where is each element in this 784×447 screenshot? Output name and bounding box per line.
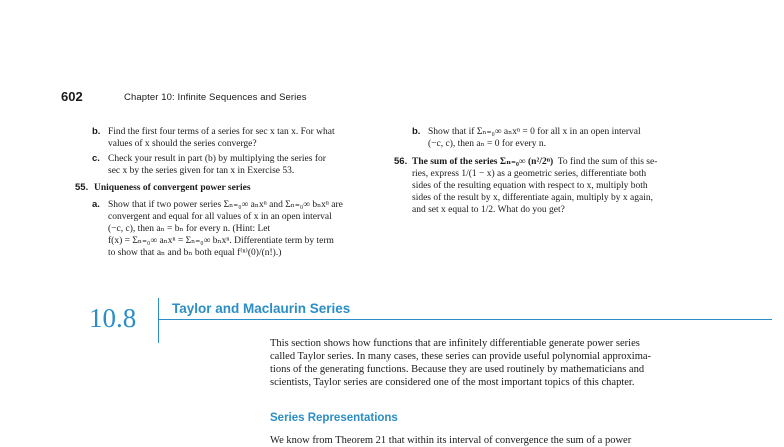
text-line: (−c, c), then aₙ = bₙ for every n. (Hint: Let — [108, 224, 271, 234]
subsection-heading: Series Representations — [270, 412, 398, 424]
section-number: 10.8 — [89, 303, 137, 333]
text-line: convergent and equal for all values of x in an open interval — [108, 212, 332, 222]
text-line: (−c, c), then aₙ = 0 for every n. — [428, 139, 546, 149]
text-line: To find the sum of this se- — [557, 157, 658, 167]
cut-off-text-line: We know from Theorem 21 that within its interval of convergence the sum of a power — [270, 435, 632, 446]
section-horizontal-rule — [158, 319, 772, 320]
text-line: and set x equal to 1/2. What do you get? — [412, 205, 565, 215]
text-line: sides of the result by x, differentiate again, multiply by x again, — [412, 193, 653, 203]
chapter-heading: Chapter 10: Infinite Sequences and Series — [124, 92, 307, 103]
section-intro — [270, 337, 686, 389]
exercise-56-title: The sum of the series Σₙ₌₀∞ (n²/2ⁿ) — [412, 157, 554, 167]
page-number: 602 — [61, 89, 83, 104]
text-line: ries, express 1/(1 − x) as a geometric series, differentiate both — [412, 169, 647, 179]
text-line: values of x should the series converge? — [108, 139, 257, 149]
text-line: scientists, Taylor series are considered one of the most important topics of this chapter. — [270, 377, 635, 388]
exercise-b-text — [428, 126, 695, 150]
exercise-a-label: a. — [92, 199, 100, 210]
text-line: Find the first four terms of a series for sec x tan x. For what — [108, 127, 335, 137]
exercise-c-text — [108, 153, 370, 177]
text-line: sec x by the series given for tan x in Exercise 53. — [108, 166, 295, 176]
exercise-56-text — [412, 156, 684, 216]
exercise-56-first-line — [412, 156, 684, 168]
text-line: Check your result in part (b) by multiplying the series for — [108, 154, 326, 164]
text-line: called Taylor series. In many cases, these series can provide useful polynomial approxima- — [270, 351, 652, 362]
text-line: sides of the resulting equation with respect to x, multiply both — [412, 181, 648, 191]
exercise-56-number: 56. — [394, 156, 408, 167]
section-title: Taylor and Maclaurin Series — [172, 301, 351, 316]
text-line: Show that if Σₙ₌₀∞ aₙxⁿ = 0 for all x in an open interval — [428, 127, 641, 137]
text-line: This section shows how functions that are infinitely differentiable generate power series — [270, 338, 640, 349]
exercise-a-text — [108, 199, 378, 259]
text-line: tions of the generating functions. Because they are used routinely by mathematicians and — [270, 364, 645, 375]
exercise-b-text — [108, 126, 370, 150]
exercise-b-label: b. — [92, 126, 101, 137]
exercise-55-number: 55. — [75, 182, 89, 193]
text-line: Show that if two power series Σₙ₌₀∞ aₙxⁿ and Σₙ₌₀∞ bₙxⁿ are — [108, 200, 343, 210]
section-vertical-rule — [158, 298, 159, 343]
text-line: to show that aₙ and bₙ both equal f⁽ⁿ⁾(0)/(n!).) — [108, 248, 282, 258]
exercise-c-label: c. — [92, 153, 100, 164]
exercise-55-title: Uniqueness of convergent power series — [94, 183, 251, 193]
text-line: f(x) = Σₙ₌₀∞ aₙxⁿ = Σₙ₌₀∞ bₙxⁿ. Differentiate term by term — [108, 236, 334, 246]
exercise-b-label: b. — [412, 126, 421, 137]
